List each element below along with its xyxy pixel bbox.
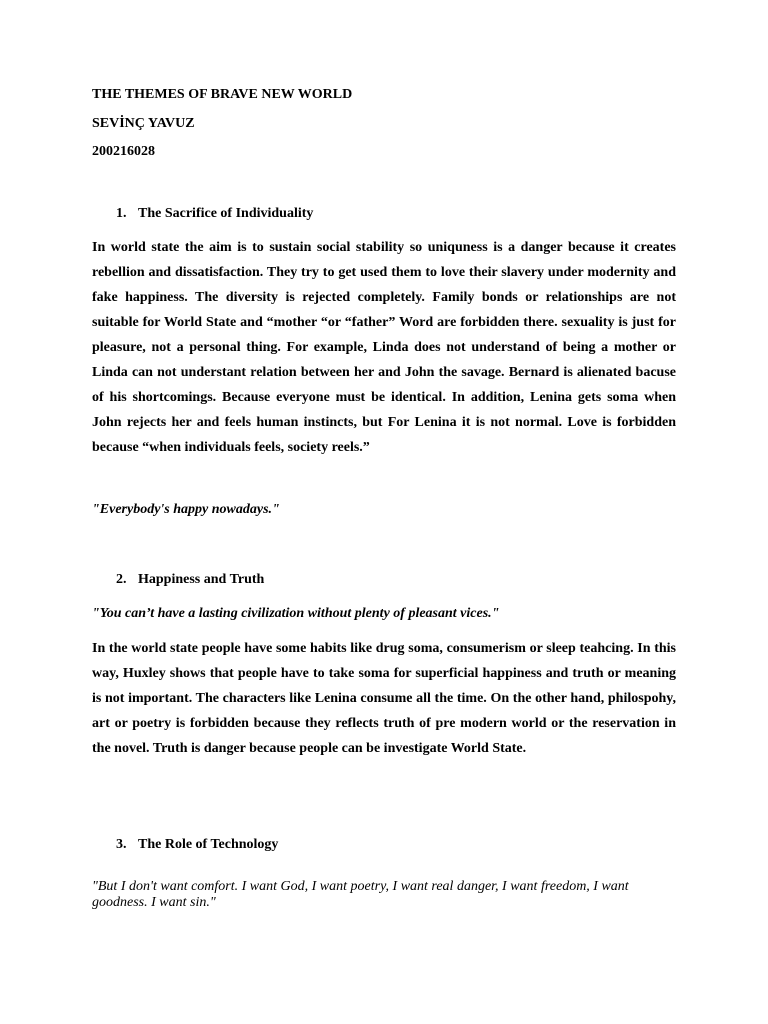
section-number: 2. — [116, 572, 127, 587]
section-quote-2: "You can’t have a lasting civilization without plenty of pleasant vices." — [92, 606, 500, 621]
section-number: 3. — [116, 837, 127, 852]
document-title: THE THEMES OF BRAVE NEW WORLD — [92, 87, 353, 102]
section-title: The Sacrifice of Individuality — [138, 206, 314, 221]
section-heading-3 — [116, 836, 278, 854]
student-id: 200216028 — [92, 144, 155, 159]
author-name: SEVİNÇ YAVUZ — [92, 116, 195, 131]
section-quote-1: "Everybody's happy nowadays." — [92, 502, 280, 517]
section-heading-2 — [116, 571, 264, 589]
section-heading-1 — [116, 205, 313, 223]
section-title: The Role of Technology — [138, 837, 279, 852]
section-paragraph-1: In world state the aim is to sustain social stability so uniquness is a danger because it creates rebellion and dissatisfaction. They try to get used them to love their slavery under modernity and fake happiness. The diversity is rejected completely. Family bonds or relationships are not suitable for World State and “mother “or “father” Word are forbidden there. sexuality is just for pleasure, not a personal thing. For example, Linda does not understand of being a mother or Linda can not understant relation between her and John the savage. Bernard is alienated bacuse of his shortcomings. Because everyone must be identical. In addition, Lenina gets soma when John rejects her and feels human instincts, but For Lenina it is not normal. Love is forbidden because “when individuals feels, society reels.” — [92, 240, 676, 455]
section-number: 1. — [116, 206, 127, 221]
section-quote-3: "But I don't want comfort. I want God, I want poetry, I want real danger, I want freedom, I want goodness. I want sin." — [92, 879, 629, 910]
section-title: Happiness and Truth — [138, 572, 265, 587]
section-paragraph-2: In the world state people have some habits like drug soma, consumerism or sleep teahcing. In this way, Huxley shows that people have to take soma for superficial happiness and truth or meaning is not important. The characters like Lenina consume all the time. On the other hand, philospohy, art or poetry is forbidden because they reflects truth of pre modern world or the reservation in the novel. Truth is danger because people can be investigate World State. — [92, 641, 676, 756]
